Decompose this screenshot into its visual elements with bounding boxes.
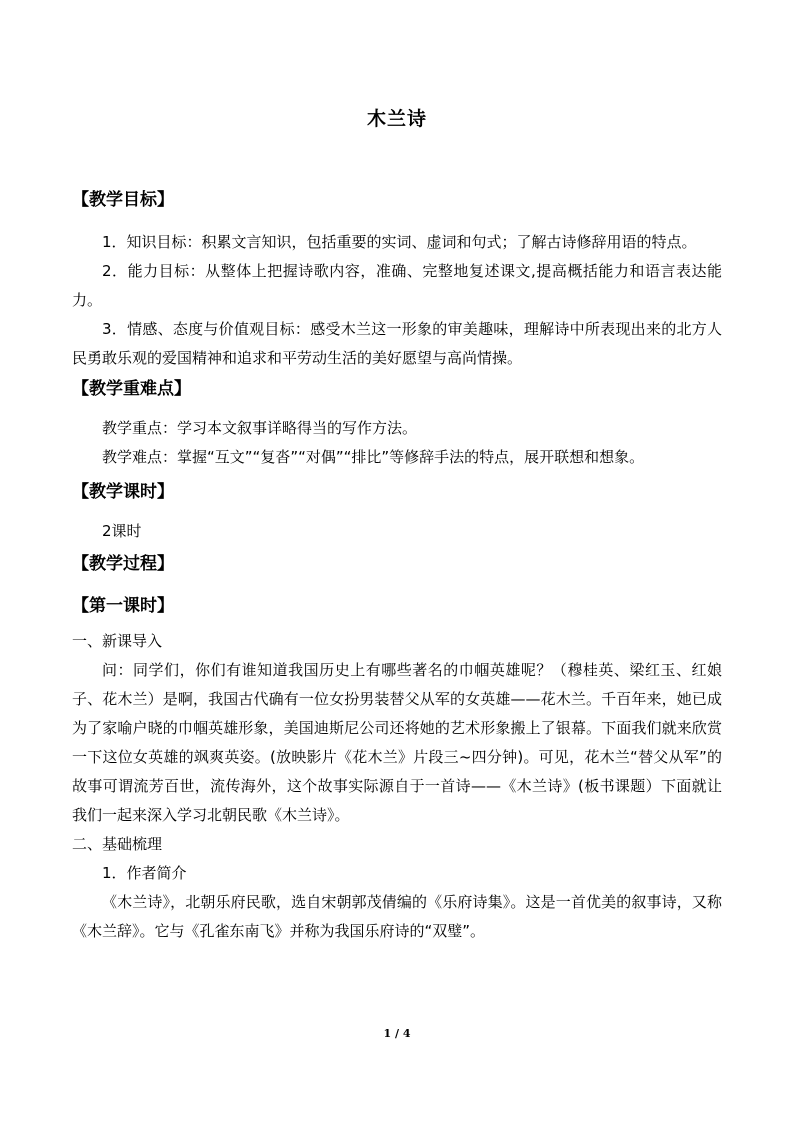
basics-title: 二、基础梳理	[72, 835, 163, 853]
objectives-section	[72, 186, 722, 373]
hours-section	[72, 478, 722, 546]
hours-heading: 【教学课时】	[72, 482, 174, 502]
key-point-focus: 教学重点：学习本文叙事详略得当的写作方法。	[102, 419, 418, 437]
page-number: 1 / 4	[383, 1027, 411, 1040]
author-title: 1．作者简介	[102, 864, 187, 882]
hours-value: 2课时	[102, 522, 142, 540]
intro-title: 一、新课导入	[72, 632, 163, 650]
author-text: 《木兰诗》，北朝乐府民歌，选自宋朝郭茂倩编的《乐府诗集》。这是一首优美的叙事诗，又称《木兰辞》。它与《孔雀东南飞》并称为我国乐府诗的“双璧”。	[72, 893, 722, 940]
document-body	[72, 186, 722, 946]
key-point-difficulty: 教学难点：掌握“互文”“复沓”“对偶”“排比”等修辞手法的特点，展开联想和想象。	[102, 448, 645, 466]
process-section	[72, 550, 722, 578]
objectives-heading: 【教学目标】	[72, 190, 174, 210]
objective-item: 1．知识目标：积累文言知识，包括重要的实词、虚词和句式；了解古诗修辞用语的特点。	[102, 233, 697, 251]
key-points-heading: 【教学重难点】	[72, 379, 191, 399]
key-points-section	[72, 375, 722, 472]
objective-item: 3．情感、态度与价值观目标：感受木兰这一形象的审美趣味，理解诗中所表现出来的北方人民勇敢乐观的爱国精神和追求和平劳动生活的美好愿望与高尚情操。	[72, 320, 722, 367]
page-title: 木兰诗	[366, 108, 427, 130]
first-lesson-heading: 【第一课时】	[72, 596, 174, 616]
process-heading: 【教学过程】	[72, 554, 174, 574]
objective-item: 2．能力目标：从整体上把握诗歌内容，准确、完整地复述课文,提高概括能力和语言表达能力。	[72, 262, 722, 309]
intro-text: 问：同学们，你们有谁知道我国历史上有哪些著名的巾帼英雄呢？（穆桂英、梁红玉、红娘子、花木兰）是啊，我国古代确有一位女扮男装替父从军的女英雄——花木兰。千百年来，她已成为了家喻户晓的巾帼英雄形象，美国迪斯尼公司还将她的艺术形象搬上了银幕。下面我们就来欣赏一下这位女英雄的飒爽英姿。(放映影片《花木兰》片段三~四分钟)。可见，花木兰“替父从军”的故事可谓流芳百世，流传海外，这个故事实际源自于一首诗——《木兰诗》(板书课题）下面就让我们一起来深入学习北朝民歌《木兰诗》。	[72, 661, 722, 824]
first-lesson-section	[72, 592, 722, 946]
